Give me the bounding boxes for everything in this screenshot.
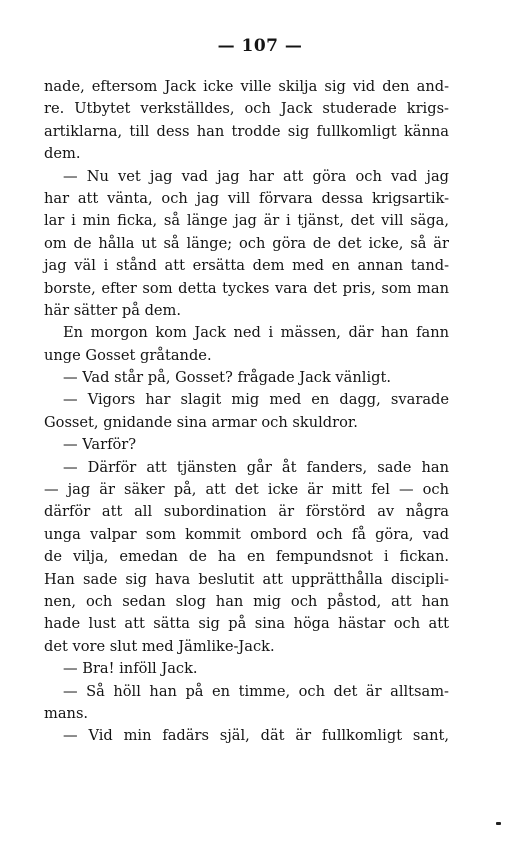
text-line: om de hålla ut så länge; och göra de det icke, så är [44, 234, 449, 252]
text-line: hade lust att sätta sig på sina höga hästar och att [44, 615, 449, 633]
text-line: — Vigors har slagit mig med en dagg, svarade [63, 391, 449, 409]
text-line: — Varför? [63, 436, 137, 454]
text-line: Gosset, gnidande sina armar och skuldror. [44, 413, 358, 431]
body-text [44, 76, 449, 748]
text-line: här sätter på dem. [44, 301, 182, 319]
text-line: unge Gosset gråtande. [44, 346, 212, 364]
text-line: dem. [44, 145, 81, 163]
text-line: borste, efter som detta tyckes vara det pris, som man [44, 279, 449, 297]
text-line: nade, eftersom Jack icke ville skilja sig vid den and- [44, 78, 449, 95]
text-line: mans. [44, 704, 89, 722]
text-line: — Bra! inföll Jack. [63, 660, 198, 678]
print-mark [496, 822, 501, 825]
text-line: därför att all subordination är förstörd av några [44, 503, 449, 521]
text-line: artiklarna, till dess han trodde sig fullkomligt känna [44, 122, 449, 140]
text-line: det vore slut med Jämlike-Jack. [44, 637, 275, 655]
text-line: jag väl i stånd att ersätta dem med en annan tand- [44, 257, 449, 275]
text-line: unga valpar som kommit ombord och få göra, vad [44, 525, 449, 543]
text-line: lar i min ficka, så länge jag är i tjänst, det vill säga, [44, 212, 449, 230]
text-line: re. Utbytet verkställdes, och Jack studerade krigs- [44, 100, 449, 118]
page-number: — 107 — [217, 36, 303, 56]
text-line: — Vad står på, Gosset? frågade Jack vänligt. [63, 369, 391, 387]
text-line: de vilja, emedan de ha en fempundsnot i fickan. [44, 548, 449, 566]
text-line: En morgon kom Jack ned i mässen, där han fann [63, 324, 449, 342]
text-line: — Nu vet jag vad jag har att göra och vad jag [63, 167, 449, 185]
text-line: nen, och sedan slog han mig och påstod, att han [44, 592, 449, 610]
text-line: har att vänta, och jag vill förvara dessa krigsartik- [44, 189, 449, 207]
text-line: — Vid min fadärs själ, dät är fullkomligt sant, [63, 727, 449, 745]
text-line: Han sade sig hava beslutit att upprätthålla discipli- [44, 570, 449, 588]
text-line: — jag är säker på, att det icke är mitt fel — och [44, 481, 449, 499]
text-line: — Så höll han på en timme, och det är alltsam- [63, 682, 449, 700]
text-line: — Därför att tjänsten går åt fanders, sade han [63, 458, 449, 476]
